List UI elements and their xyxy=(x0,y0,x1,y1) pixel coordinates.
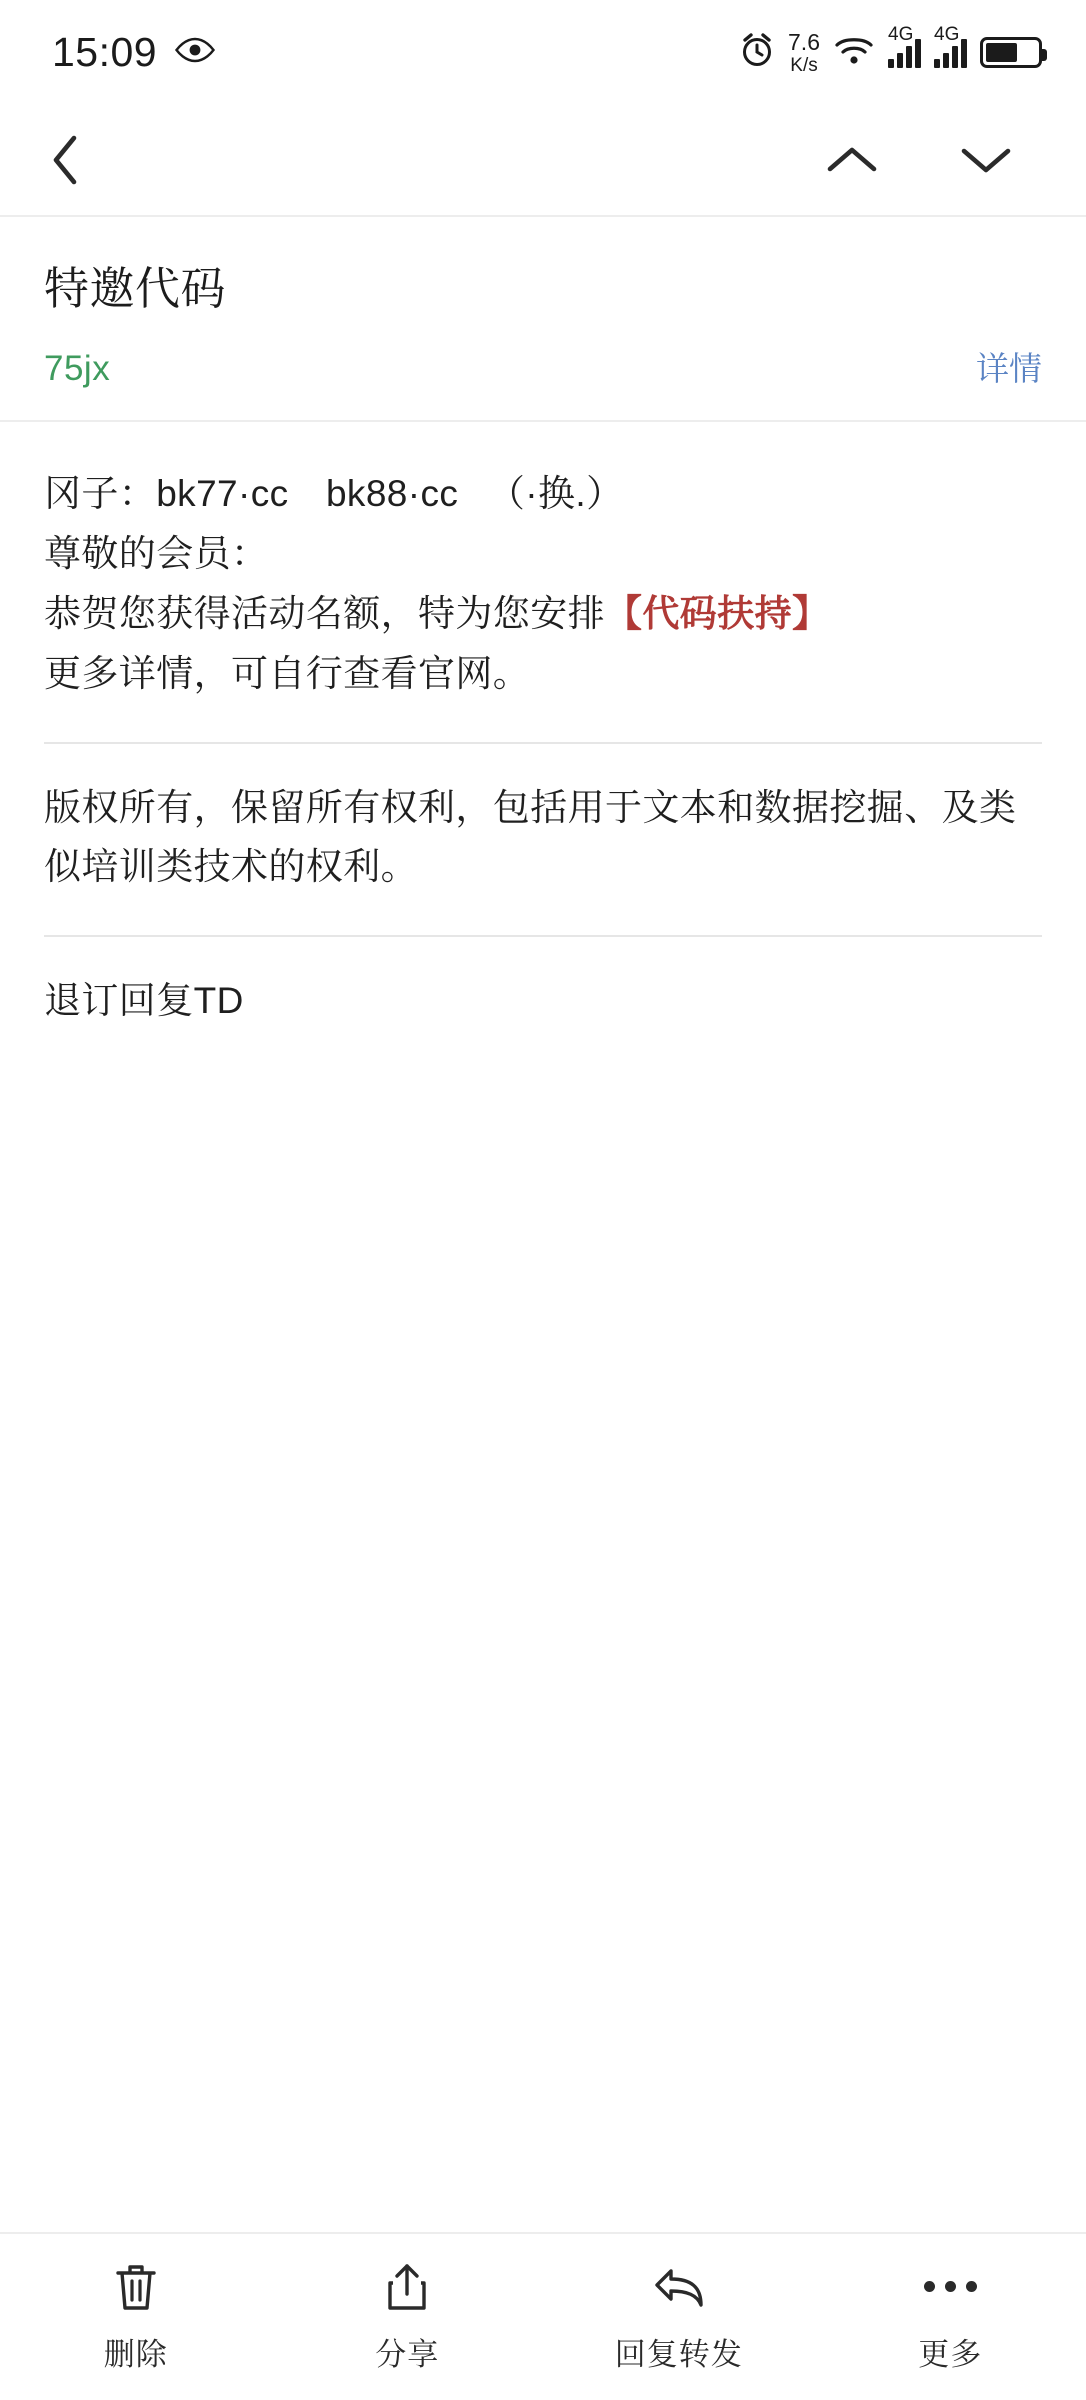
signal-2-label: 4G xyxy=(934,23,960,45)
share-icon xyxy=(384,2261,430,2313)
share-button[interactable] xyxy=(272,2261,544,2374)
signal-2 xyxy=(934,23,967,68)
network-speed xyxy=(788,28,820,76)
message-body xyxy=(0,422,1086,2232)
body-line-3 xyxy=(44,584,1042,644)
body-line-2: 尊敬的会员： xyxy=(44,532,269,574)
message-header xyxy=(0,217,1086,422)
previous-message-button[interactable] xyxy=(824,142,880,178)
trash-icon xyxy=(113,2261,159,2313)
message-subject: 特邀代码 xyxy=(44,263,227,314)
battery-charging-icon xyxy=(980,37,1042,68)
body-line-3-highlight: 【代码扶持】 xyxy=(605,592,830,634)
network-speed-unit: K/s xyxy=(790,54,818,76)
wifi-icon xyxy=(833,34,875,71)
delete-button[interactable] xyxy=(0,2261,272,2374)
unsubscribe-text: 退订回复TD xyxy=(44,980,244,1022)
reply-forward-label: 回复转发 xyxy=(614,2336,743,2372)
body-line-4: 更多详情，可自行查看官网。 xyxy=(44,652,531,694)
eye-icon xyxy=(175,37,215,68)
reply-icon xyxy=(651,2261,707,2313)
signal-1 xyxy=(888,23,921,68)
delete-label: 删除 xyxy=(103,2336,168,2372)
alarm-icon xyxy=(739,32,775,73)
copyright-text: 版权所有，保留所有权利，包括用于文本和数据挖掘、及类似培训类技术的权利。 xyxy=(44,786,1017,888)
body-line-1: 冈子：bk77·cc bk88·cc （·换.） xyxy=(44,472,624,514)
network-speed-value: 7.6 xyxy=(788,28,820,55)
reply-forward-button[interactable] xyxy=(543,2261,815,2374)
signal-1-label: 4G xyxy=(888,23,914,45)
body-line-3-text: 恭贺您获得活动名额，特为您安排 xyxy=(44,592,605,634)
status-bar xyxy=(0,0,1086,105)
status-bar-right xyxy=(739,23,1042,76)
status-bar-left xyxy=(52,29,215,76)
message-pager xyxy=(824,142,1038,178)
more-label: 更多 xyxy=(918,2336,983,2372)
bottom-toolbar xyxy=(0,2232,1086,2400)
divider-2 xyxy=(44,935,1042,937)
message-sender[interactable]: 75jx xyxy=(44,348,111,388)
details-link[interactable]: 详情 xyxy=(976,349,1042,387)
navigation-bar xyxy=(0,105,1086,217)
share-label: 分享 xyxy=(375,2336,440,2372)
back-button[interactable] xyxy=(48,132,118,188)
next-message-button[interactable] xyxy=(958,142,1014,178)
divider-1 xyxy=(44,742,1042,744)
message-meta xyxy=(44,343,1042,390)
more-icon xyxy=(924,2261,977,2313)
status-clock: 15:09 xyxy=(52,29,158,75)
more-button[interactable] xyxy=(815,2261,1086,2374)
